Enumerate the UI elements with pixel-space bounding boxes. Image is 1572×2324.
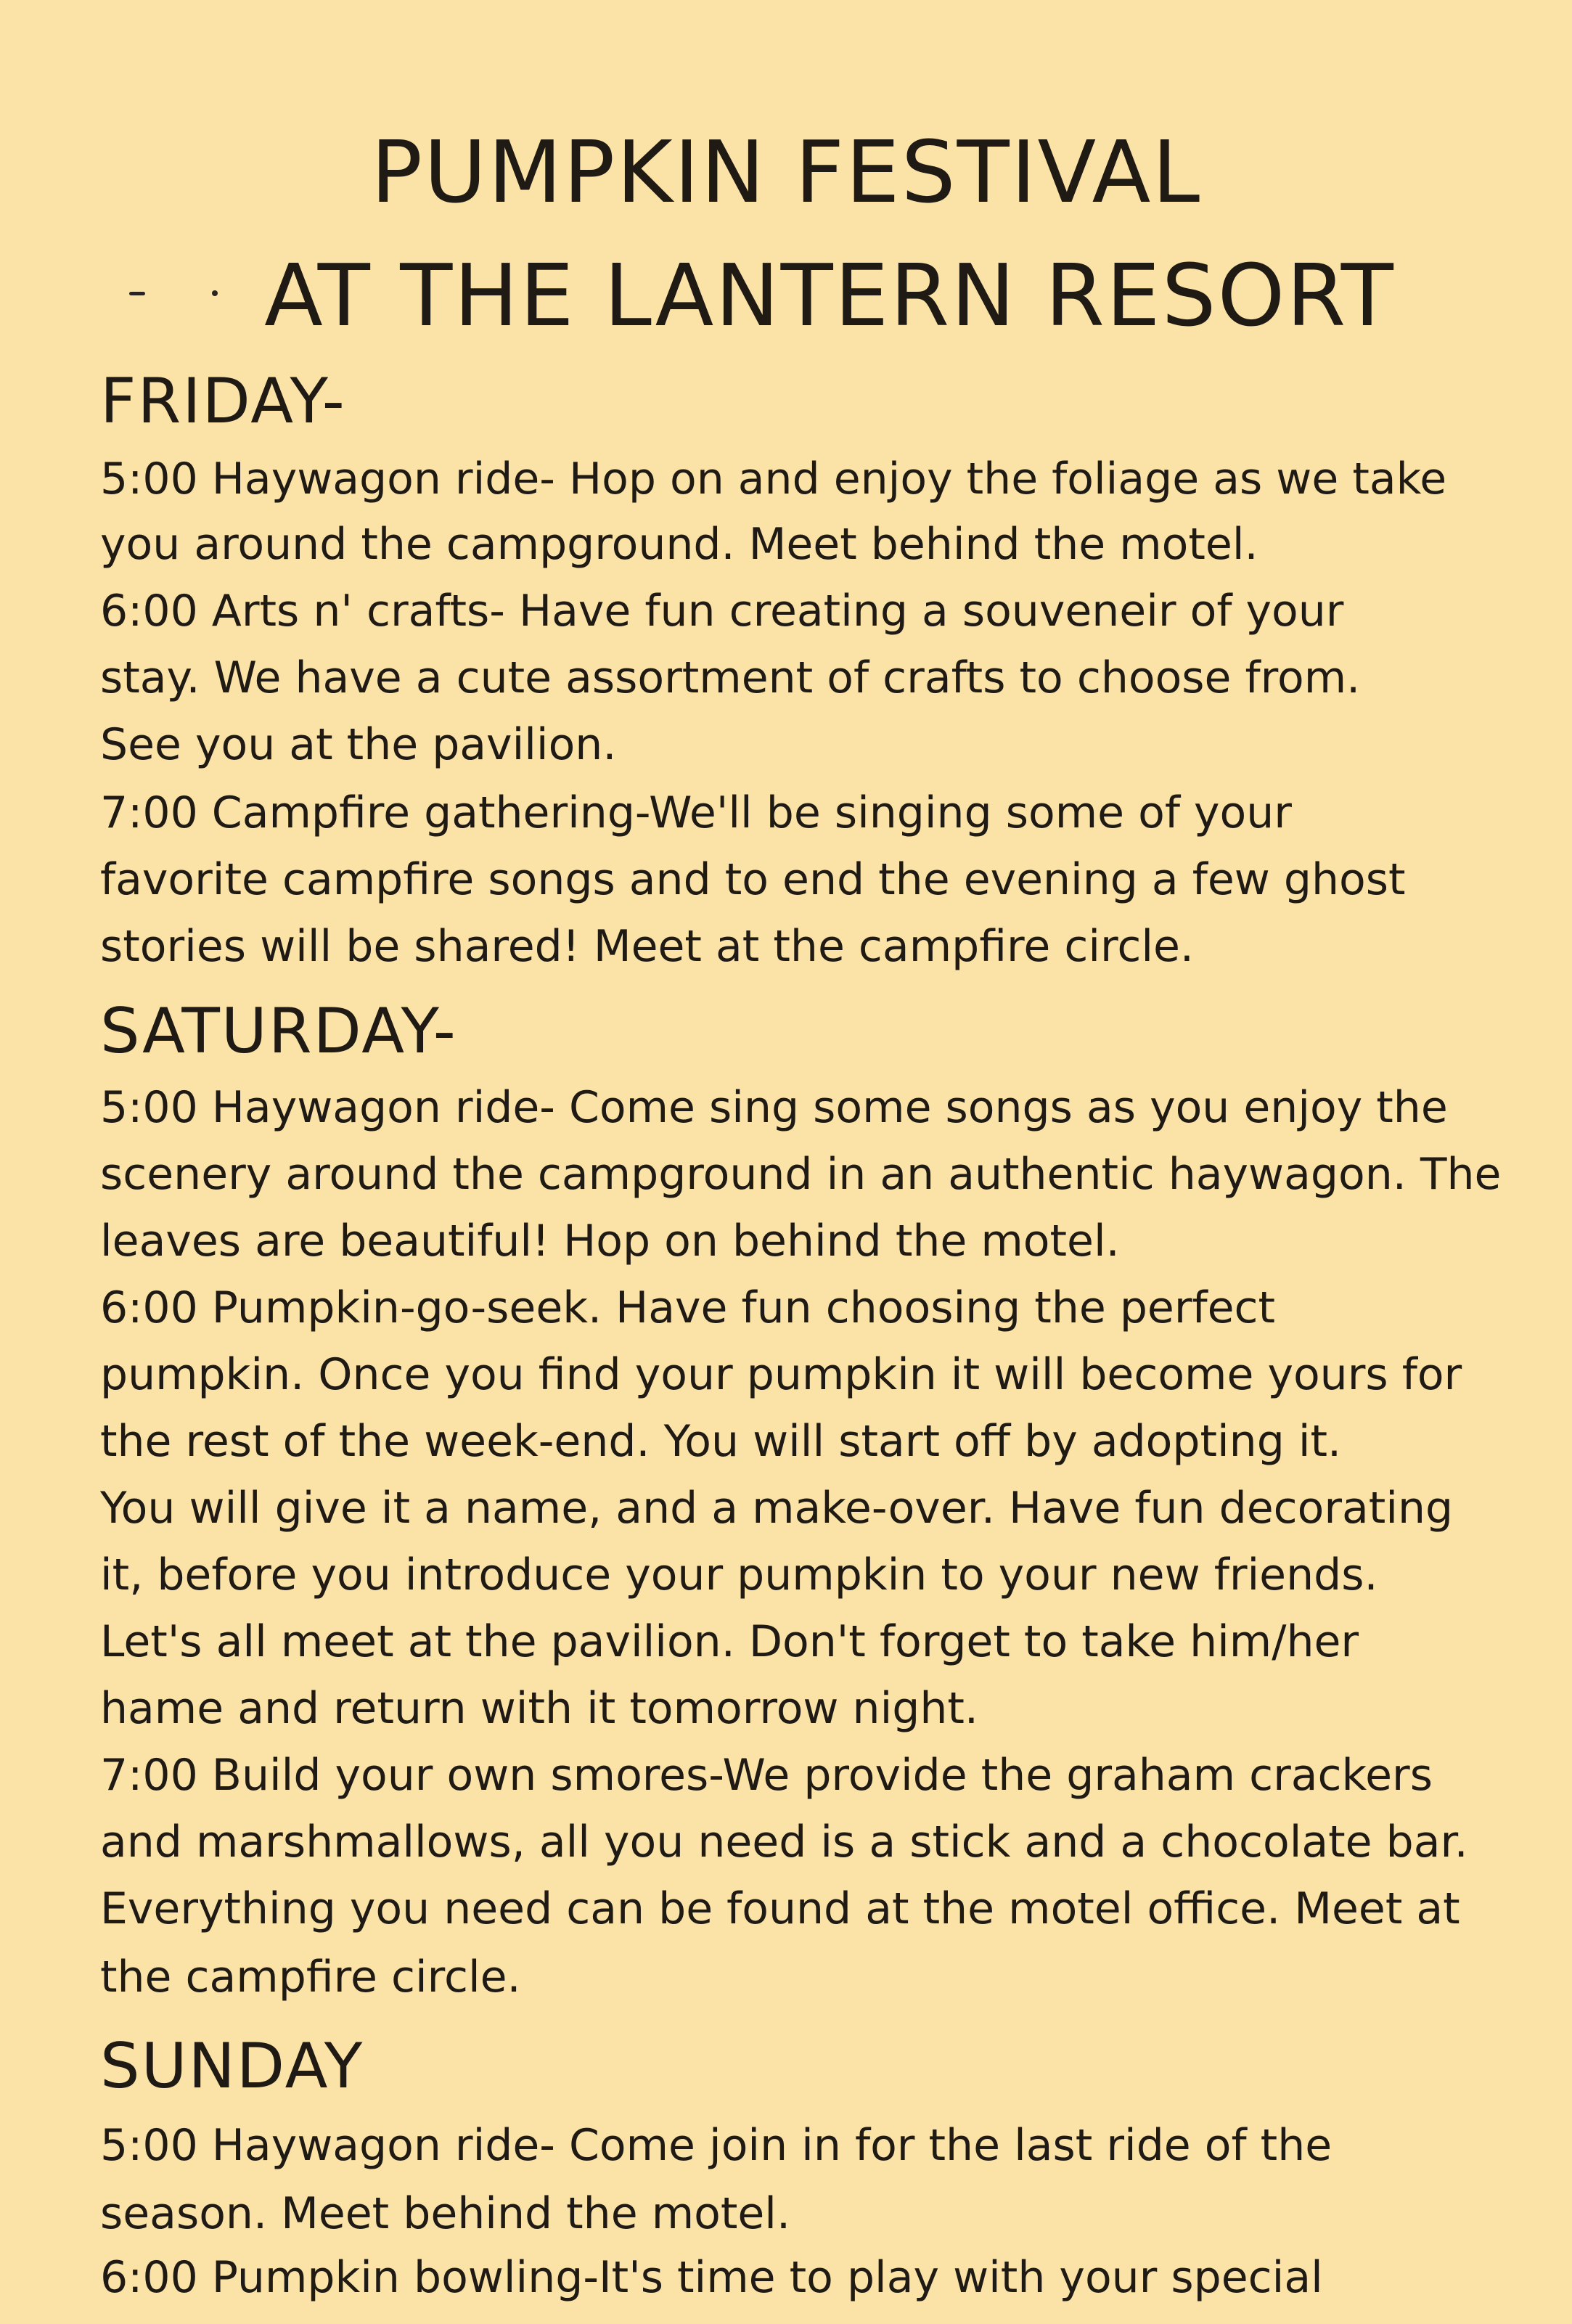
friday-line: 7:00 Campfire gathering-We'll be singing some of your: [100, 787, 1292, 838]
saturday-line: it, before you introduce your pumpkin to your new friends.: [100, 1550, 1378, 1600]
saturday-line: 5:00 Haywagon ride- Come sing some songs as you enjoy the: [100, 1082, 1448, 1133]
friday-line: See you at the pavilion.: [100, 719, 617, 770]
sunday-line: season. Meet behind the motel.: [100, 2188, 791, 2239]
friday-line: stay. We have a cute assortment of crafts to choose from.: [100, 652, 1361, 703]
title-line-2: AT THE LANTERN RESORT: [264, 245, 1395, 345]
section-heading-sunday: SUNDAY: [100, 2030, 364, 2103]
saturday-line: hame and return with it tomorrow night.: [100, 1683, 978, 1734]
friday-line: you around the campground. Meet behind the motel.: [100, 519, 1258, 570]
saturday-line: and marshmallows, all you need is a stick and a chocolate bar.: [100, 1817, 1468, 1867]
friday-line: favorite campfire songs and to end the evening a few ghost: [100, 854, 1406, 905]
saturday-line: the rest of the week-end. You will start off by adopting it.: [100, 1416, 1342, 1467]
section-heading-saturday: SATURDAY-: [100, 995, 457, 1068]
sunday-line: 6:00 Pumpkin bowling-It's time to play with your special: [100, 2252, 1323, 2303]
title-line-1: PUMPKIN FESTIVAL: [370, 122, 1202, 222]
saturday-line: pumpkin. Once you find your pumpkin it will become yours for: [100, 1349, 1462, 1400]
friday-line: 5:00 Haywagon ride- Hop on and enjoy the foliage as we take: [100, 454, 1447, 504]
saturday-line: the campfire circle.: [100, 1952, 521, 2002]
sunday-line: 5:00 Haywagon ride- Come join in for the last ride of the: [100, 2120, 1332, 2171]
saturday-line: You will give it a name, and a make-over. Have fun decorating: [100, 1483, 1454, 1534]
saturday-line: scenery around the campground in an authentic haywagon. The: [100, 1149, 1502, 1200]
saturday-line: 6:00 Pumpkin-go-seek. Have fun choosing the perfect: [100, 1282, 1276, 1333]
saturday-line: 7:00 Build your own smores-We provide the graham crackers: [100, 1750, 1433, 1801]
saturday-line: leaves are beautiful! Hop on behind the motel.: [100, 1216, 1120, 1267]
friday-line: 6:00 Arts n' crafts- Have fun creating a souveneir of your: [100, 586, 1344, 637]
section-heading-friday: FRIDAY-: [100, 365, 346, 438]
friday-line: stories will be shared! Meet at the campfire circle.: [100, 921, 1195, 972]
saturday-line: Let's all meet at the pavilion. Don't forget to take him/her: [100, 1616, 1359, 1667]
saturday-line: Everything you need can be found at the motel office. Meet at: [100, 1883, 1460, 1934]
